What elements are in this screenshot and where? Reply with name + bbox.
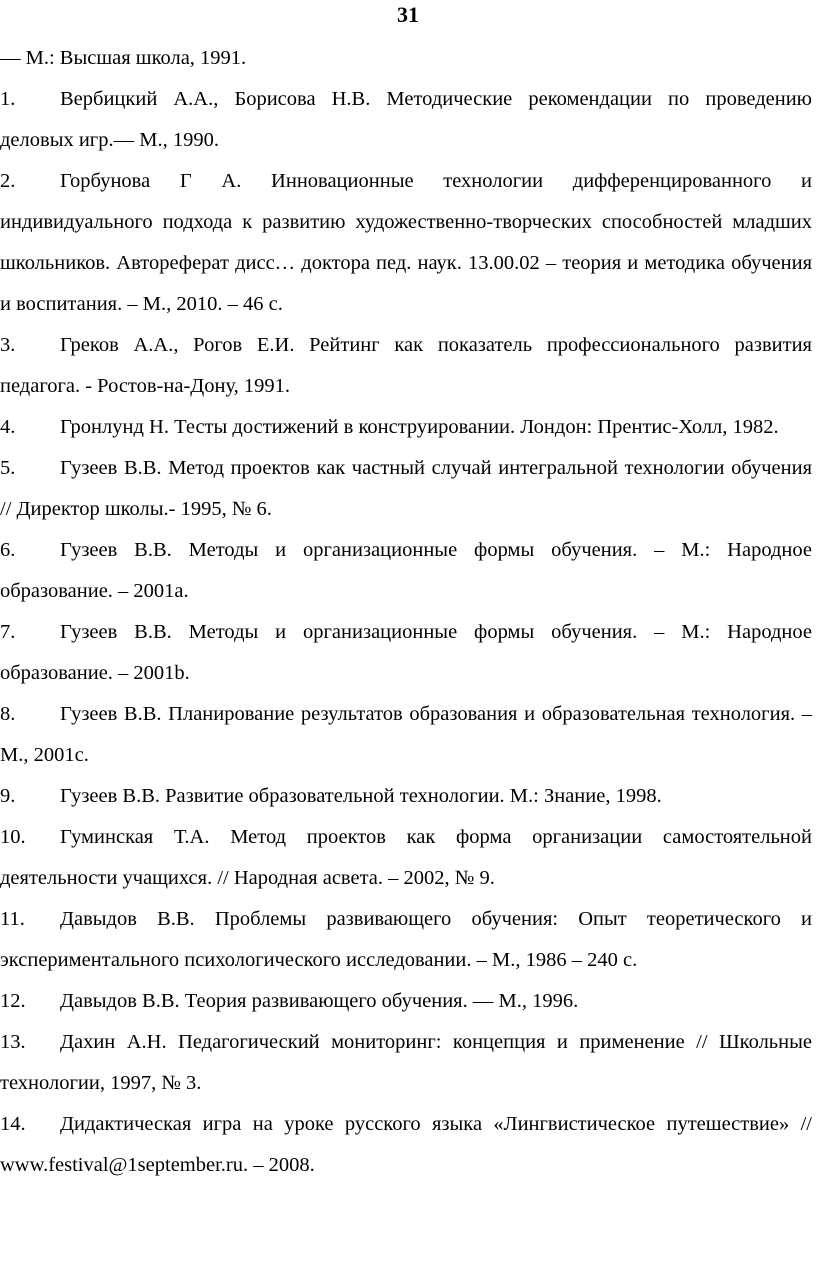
entry-number: 5.	[0, 457, 16, 479]
entry-text: Гузеев В.В. Развитие образовательной технологии. М.: Знание, 1998.	[60, 785, 662, 807]
bibliography-entry-9	[0, 776, 812, 817]
entry-number: 2.	[0, 170, 16, 192]
entry-number: 8.	[0, 703, 16, 725]
entry-text: Давыдов В.В. Теория развивающего обучения. — М., 1996.	[60, 990, 579, 1012]
entry-text: Гузеев В.В. Планирование результатов образования и образовательная технология. – М., 2001c.	[0, 703, 812, 766]
bibliography-entry-6	[0, 530, 812, 612]
bibliography-entry-11	[0, 899, 812, 981]
entry-number: 11.	[0, 908, 25, 930]
bibliography-entry-7	[0, 612, 812, 694]
entry-text: Горбунова Г А. Инновационные технологии дифференцированного и индивидуального подхода к развитию художественно-творческих способностей младших школьников. Автореферат дисс… доктора пед. наук. 13.00.02 – теория и методика обучения и воспитания. – М., 2010. – 46 с.	[0, 170, 812, 315]
entry-text: Гуминская Т.А. Метод проектов как форма организации самостоятельной деятельности учащихся. // Народная асвета. – 2002, № 9.	[0, 826, 812, 889]
entry-number: 3.	[0, 334, 16, 356]
entry-number: 1.	[0, 88, 16, 110]
bibliography-list	[0, 38, 812, 1186]
bibliography-entry-3	[0, 325, 812, 407]
entry-number: 14.	[0, 1113, 26, 1135]
entry-number: 10.	[0, 826, 26, 848]
bibliography-entry-1	[0, 79, 812, 161]
entry-text: Вербицкий А.А., Борисова Н.В. Методические рекомендации по проведению деловых игр.— М., 1990.	[0, 88, 812, 151]
entry-number: 12.	[0, 990, 26, 1012]
entry-text: Гузеев В.В. Методы и организационные формы обучения. – М.: Народное образование. – 2001a.	[0, 539, 812, 602]
entry-text: Гронлунд Н. Тесты достижений в конструировании. Лондон: Прентис-Холл, 1982.	[60, 416, 779, 438]
entry-text: Давыдов В.В. Проблемы развивающего обучения: Опыт теоретического и экспериментального психологического исследовании. – М., 1986 – 240 с.	[0, 908, 812, 971]
continuation-line: — М.: Высшая школа, 1991.	[0, 47, 247, 69]
bibliography-entry-13	[0, 1022, 812, 1104]
entry-number: 13.	[0, 1031, 26, 1053]
entry-number: 4.	[0, 416, 16, 438]
entry-text: Гузеев В.В. Метод проектов как частный случай интегральной технологии обучения // Директор школы.- 1995, № 6.	[0, 457, 812, 520]
entry-text: Гузеев В.В. Методы и организационные формы обучения. – М.: Народное образование. – 2001b.	[0, 621, 812, 684]
bibliography-entry-8	[0, 694, 812, 776]
entry-text: Дидактическая игра на уроке русского языка «Лингвистическое путешествие» // www.festival@1september.ru. – 2008.	[0, 1113, 812, 1176]
bibliography-entry-4	[0, 407, 812, 448]
bibliography-entry-2	[0, 161, 812, 325]
entry-text: Дахин А.Н. Педагогический мониторинг: концепция и применение // Школьные технологии, 1997, № 3.	[0, 1031, 812, 1094]
entry-number: 7.	[0, 621, 16, 643]
bibliography-entry-12	[0, 981, 812, 1022]
bibliography-entry-14	[0, 1104, 812, 1186]
entry-number: 6.	[0, 539, 16, 561]
bibliography-entry-5	[0, 448, 812, 530]
entry-number: 9.	[0, 785, 16, 807]
page-number: 31	[397, 2, 419, 27]
entry-text: Греков А.А., Рогов Е.И. Рейтинг как показатель профессионального развития педагога. - Ростов-на-Дону, 1991.	[0, 334, 812, 397]
bibliography-entry-10	[0, 817, 812, 899]
